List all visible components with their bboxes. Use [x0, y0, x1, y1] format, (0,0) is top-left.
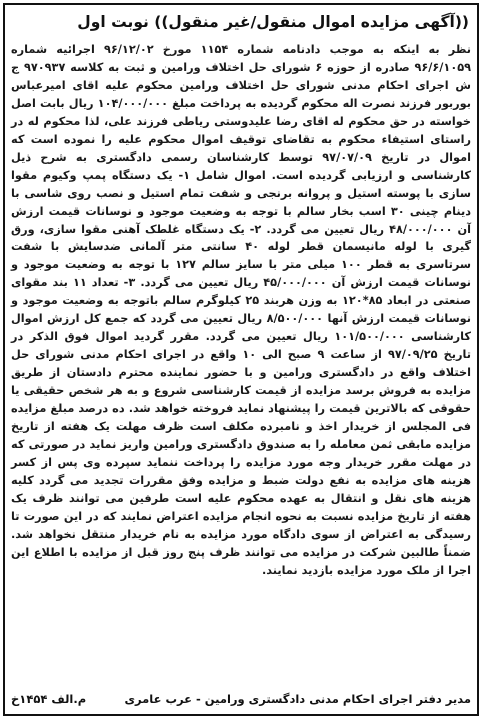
footer-signature: مدیر دفتر اجرای احکام مدنی دادگستری ورامین - عرب عامری [124, 692, 471, 706]
notice-footer [5, 688, 477, 710]
footer-code: م.الف ۱۴۵۴خ [11, 692, 87, 706]
notice-header [5, 5, 477, 41]
notice-body: نظر به اینکه به موجب دادنامه شماره ۱۱۵۴ مورخ ۹۶/۱۲/۰۲ اجرائیه شماره ۹۶/۶/۱۰۵۹ صادره از حوزه ۶ شورای حل اختلاف ورامین و ثبت به کلاسه ۹۷۰۹۳۷ ج ش اجرای احکام مدنی شورای حل اختلاف ورامین محکوم علیه اقای امیرعباس بوربور فرزند نصرت اله محکوم گردیده به پرداخت مبلغ ۱۰۴/۰۰۰/۰۰۰ ریال بابت اصل خواسته در حق محکوم له اقای رضا علیدوستی ریاطی فرزند علی، لذا محکوم له در راستای استیفاء محکوم به تقاضای توقیف اموال محکوم علیه را نموده است که اموال در تاریخ ۹۷/۰۷/۰۹ توسط کارشناسان رسمی دادگستری به شرح ذیل کارشناسی و ارزیابی گردیده است. اموال شامل ۱- یک دستگاه پمپ وکیوم مقوا سازی با پوسته استیل و پروانه برنجی و شفت تمام استیل و نصب روی شاسی با دینام چینی ۳۰ اسب بخار سالم با توجه به وضعیت موجود و نوسانات قیمت ارزش آن ۴۸/۰۰۰/۰۰۰ ریال تعیین می گردد. ۲- یک دستگاه غلطک آهنی مقوا سازی، ورق گیری با لوله مانیسمان قطر لوله ۴۰ سانتی متر آلمانی ضدسایش با شفت سرتاسری به قطر ۱۰۰ میلی متر با سایز سالم ۱۲۷ با توجه به وضعیت موجود و نوسانات قیمت ارزش آن ۴۵/۰۰۰/۰۰۰ ریال تعیین می گردد. ۳- تعداد ۱۱ بند مقوای صنعتی در ابعاد ۸۵*۱۲۰ به وزن هربند ۲۵ کیلوگرم سالم باتوجه به وضعیت موجود و نوسانات قیمت ارزش آنها ۸/۵۰۰/۰۰۰ ریال تعیین می گردد که جمع کل ارزش اموال کارشناسی ۱۰۱/۵۰۰/۰۰۰ ریال تعیین می گردد. مقرر گردید اموال فوق الذکر در تاریخ ۹۷/۰۹/۲۵ از ساعت ۹ صبح الی ۱۰ واقع در اجرای احکام مدنی شورای حل اختلاف واقع در دادگستری ورامین و با حضور نماینده محترم دادستان از طریق مزایده به فروش برسد مزایده از قیمت کارشناسی شروع و به هر شخص حقیقی یا حقوقی که بالاترین قیمت را پیشنهاد نماید فروخته خواهد شد. ده درصد مبلغ مزایده فی المجلس از خریدار اخذ و نامبرده مکلف است ظرف مهلت یک هفته از تاریخ مزایده مابقی ثمن معامله را به صندوق دادگستری ورامین واریز نماید در صورتی که در مهلت مقرر خریدار وجه مورد مزایده را پرداخت ننماید سپرده وی پس از کسر هزینه های مزایده به نفع دولت ضبط و مزایده وفق مقررات تجدید می گردد کلیه هزینه های نقل و انتقال به عهده محکوم علیه است طرفین می توانند ظرف یک هفته از تاریخ مزایده نسبت به نحوه انجام مزایده اعتراض نمایند که در این صورت تا رسیدگی به اعتراض از سوی دادگاه مورد مزایده به نام خریدار منتقل نخواهد شد. ضمناً طالبین شرکت در مزایده می توانند ظرف پنج روز قبل از مزایده با اطلاع این اجرا از ملک مورد مزایده بازدید نمایند. [11, 43, 472, 577]
auction-notice [3, 3, 479, 716]
notice-title: ((آگهی مزایده اموال منقول/غیر منقول)) نوبت اول [77, 13, 469, 32]
